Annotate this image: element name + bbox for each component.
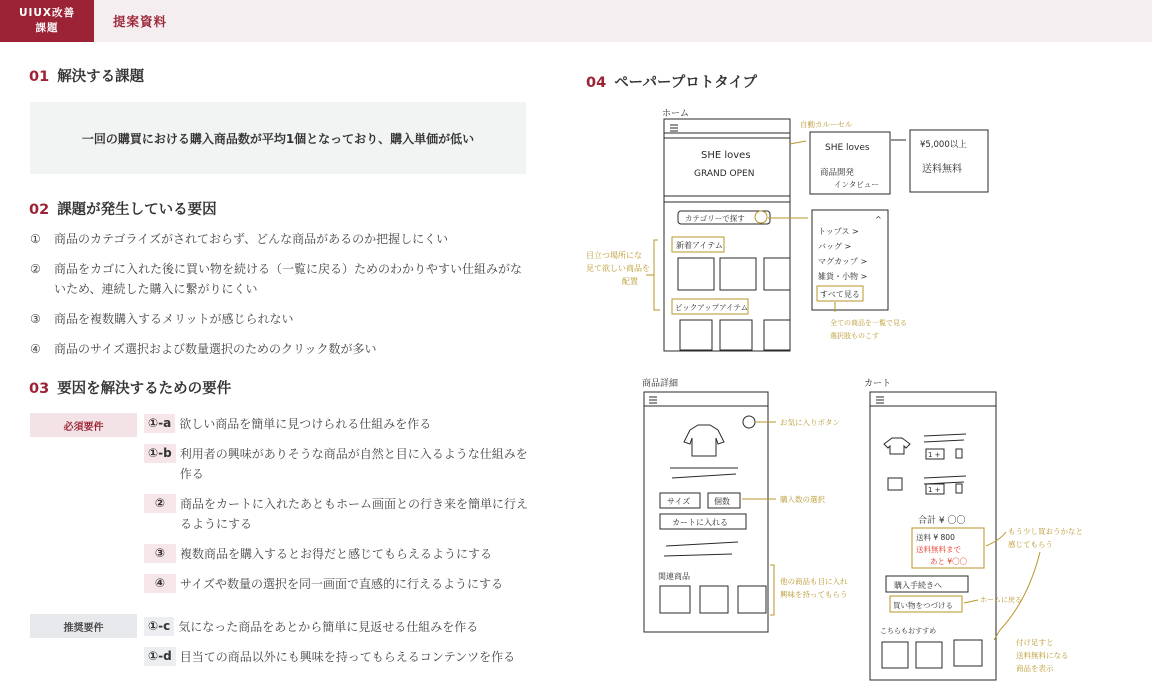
section-04-title	[586, 71, 757, 92]
cart-label: カート	[864, 379, 892, 389]
recommended-requirements-tag: 推奨要件	[30, 614, 137, 638]
note-text: 配置	[622, 277, 638, 286]
cause-text: 商品を複数購入するメリットが感じられない	[54, 312, 294, 326]
page-title: 提案資料	[113, 14, 168, 29]
requirement-text: 利用者の興味がありそうな商品が自然と目に入るような仕組みを作る	[179, 447, 528, 481]
detail-wireframe	[642, 377, 768, 632]
section-04-number: 04	[586, 75, 607, 91]
slide-text: 商品開発	[820, 168, 855, 178]
related-label: 関連商品	[658, 572, 690, 581]
menu-icon	[876, 397, 884, 403]
note-text: 購入数の選択	[780, 495, 825, 504]
brand-line2: 課題	[35, 22, 59, 34]
note-text: お気に入りボタン	[780, 418, 840, 427]
requirement-item	[144, 544, 530, 564]
requirement-item	[144, 494, 530, 534]
section-01-heading: 解決する課題	[57, 69, 145, 85]
menu-icon	[670, 125, 678, 131]
section-01-number: 01	[29, 69, 50, 85]
product-thumb	[764, 258, 790, 290]
category-all: すべて見る	[820, 290, 860, 299]
cause-item	[30, 339, 530, 359]
brand-block	[0, 0, 94, 42]
cart-wireframe	[864, 378, 996, 680]
requirement-code: ④	[144, 574, 176, 593]
cause-text: 商品をカゴに入れた後に買い物を続ける（一覧に戻る）ためのわかりやすい仕組みがないため、連続した購入に繋がりにくい	[54, 262, 523, 296]
requirement-item	[144, 574, 530, 594]
cause-marker: ④	[30, 342, 41, 356]
note-text: 送料無料になる	[1016, 651, 1069, 660]
cause-marker: ①	[30, 232, 41, 246]
requirement-text: 商品をカートに入れたあともホーム画面との行き来を簡単に行えるようにする	[180, 497, 529, 531]
cart-total: 合計 ¥ 〇〇	[918, 516, 966, 526]
qty-stepper-label: 1 +	[928, 451, 941, 459]
slide-text: SHE loves	[825, 143, 870, 153]
qty-button-label: 個数	[714, 497, 730, 506]
detail-notes	[742, 417, 848, 615]
section-03-number: 03	[29, 381, 50, 397]
section-02-number: 02	[29, 202, 50, 218]
menu-icon	[649, 397, 657, 403]
sweater-icon	[684, 425, 724, 456]
detail-label: 商品詳細	[642, 379, 679, 389]
hero-text-2: GRAND OPEN	[694, 169, 755, 179]
note-text: 全ての商品を一覧で見る	[830, 319, 907, 327]
requirement-item	[144, 414, 530, 434]
category-item: 雑貨・小物 >	[818, 272, 868, 281]
checkout-label: 購入手続きへ	[894, 581, 942, 590]
free-shipping-remaining: あと ¥〇〇	[930, 557, 968, 566]
chevron-down-icon	[755, 211, 767, 223]
mug-icon	[888, 478, 902, 490]
pickup-label: ピックアップアイテム	[675, 303, 749, 312]
cause-text: 商品のカテゴライズがされておらず、どんな商品があるのか把握しにくい	[54, 232, 449, 246]
note-text: 目立つ場所にな	[586, 251, 642, 260]
requirement-code: ①-c	[144, 617, 174, 636]
heart-icon	[743, 416, 755, 428]
note-text: 選択肢ものこす	[830, 332, 879, 340]
product-thumb	[882, 642, 908, 668]
trash-icon	[956, 449, 962, 458]
section-01-title	[29, 65, 144, 86]
product-thumb	[954, 640, 982, 666]
requirement-item	[144, 617, 530, 637]
requirement-text: 気になった商品をあとから簡単に見返せる仕組みを作る	[178, 620, 479, 634]
hero-text-1: SHE loves	[701, 150, 751, 161]
add-to-cart-label: カートに入れる	[672, 518, 728, 527]
cause-item	[30, 259, 526, 299]
size-button-label: サイズ	[667, 497, 691, 506]
home-label: ホーム	[662, 109, 690, 119]
trash-icon	[956, 484, 962, 493]
requirement-item	[144, 647, 530, 667]
requirement-text: 複数商品を購入するとお得だと感じてもらえるようにする	[180, 547, 493, 561]
product-thumb	[764, 320, 790, 350]
free-shipping-note: 送料無料まで	[916, 545, 961, 554]
qty-stepper-label: 1 +	[928, 486, 941, 494]
requirement-code: ①-d	[144, 647, 176, 666]
note-text: ホームに戻る	[980, 596, 1022, 604]
section-02-title	[29, 198, 217, 219]
home-hero	[664, 138, 790, 196]
requirement-text: 目当ての商品以外にも興味を持ってもらえるコンテンツを作る	[179, 650, 516, 664]
brand-line1: UIUX改善	[18, 7, 76, 19]
product-thumb	[720, 320, 752, 350]
product-thumb	[680, 320, 712, 350]
cause-text: 商品のサイズ選択および数量選択のためのクリック数が多い	[54, 342, 377, 356]
recommend-label: こちらもおすすめ	[880, 627, 937, 635]
note-text: 付け足すと	[1016, 638, 1054, 647]
slide-text: インタビュー	[834, 180, 879, 189]
svg-text:^: ^	[875, 215, 882, 224]
cause-item	[30, 309, 530, 329]
requirement-text: サイズや数量の選択を同一画面で直感的に行えるようにする	[180, 577, 504, 591]
requirement-code: ②	[144, 494, 176, 513]
carousel-note: 自動カルーセル	[800, 120, 853, 129]
category-item: マグカップ >	[818, 257, 868, 266]
section-03-heading: 要因を解決するための要件	[57, 381, 232, 397]
requirement-text: 欲しい商品を簡単に見つけられる仕組みを作る	[179, 417, 432, 431]
requirement-item	[144, 444, 530, 484]
must-requirements-tag: 必須要件	[30, 413, 137, 437]
category-item: トップス >	[818, 227, 859, 236]
slide-text: 送料無料	[922, 164, 962, 175]
cause-marker: ③	[30, 312, 41, 326]
cause-marker: ②	[30, 262, 41, 276]
top-bar	[0, 0, 1152, 42]
requirement-code: ①-b	[144, 444, 176, 463]
note-text: 商品を表示	[1016, 664, 1054, 673]
note-text: 見て欲しい商品を	[586, 264, 650, 273]
product-thumb	[738, 586, 766, 613]
section-04-heading: ペーパープロトタイプ	[614, 75, 758, 91]
section-03-title	[29, 377, 231, 398]
product-thumb	[660, 586, 690, 613]
requirement-code: ①-a	[144, 414, 175, 433]
note-text: もう少し買おうかなと	[1008, 527, 1083, 536]
section-02-heading: 課題が発生している要因	[57, 202, 217, 218]
product-thumb	[700, 586, 728, 613]
new-items-label: 新着アイテム	[676, 241, 723, 250]
home-wireframe	[662, 109, 790, 351]
continue-shopping-label: 買い物をつづける	[893, 601, 953, 610]
carousel-slides	[790, 119, 988, 194]
note-text: 興味を持ってもらう	[780, 590, 848, 599]
home-side-note	[586, 240, 660, 310]
slide-text: ¥5,000以上	[920, 140, 967, 150]
sweater-icon	[884, 438, 910, 454]
product-thumb	[916, 642, 942, 668]
paper-prototype-sketch	[580, 100, 1140, 690]
requirement-code: ③	[144, 544, 176, 563]
problem-statement: 一回の購買における購入商品数が平均1個となっており、購入単価が低い	[30, 102, 526, 174]
note-text: 他の商品も目に入れ	[780, 577, 848, 586]
category-item: バッグ >	[818, 242, 852, 251]
shipping-fee: 送料 ¥ 800	[916, 533, 955, 542]
cause-item	[30, 229, 530, 249]
product-thumb	[720, 258, 756, 290]
category-button-label: カテゴリーで探す	[685, 214, 745, 223]
product-thumb	[678, 258, 714, 290]
note-text: 感じてもらう	[1008, 540, 1053, 549]
